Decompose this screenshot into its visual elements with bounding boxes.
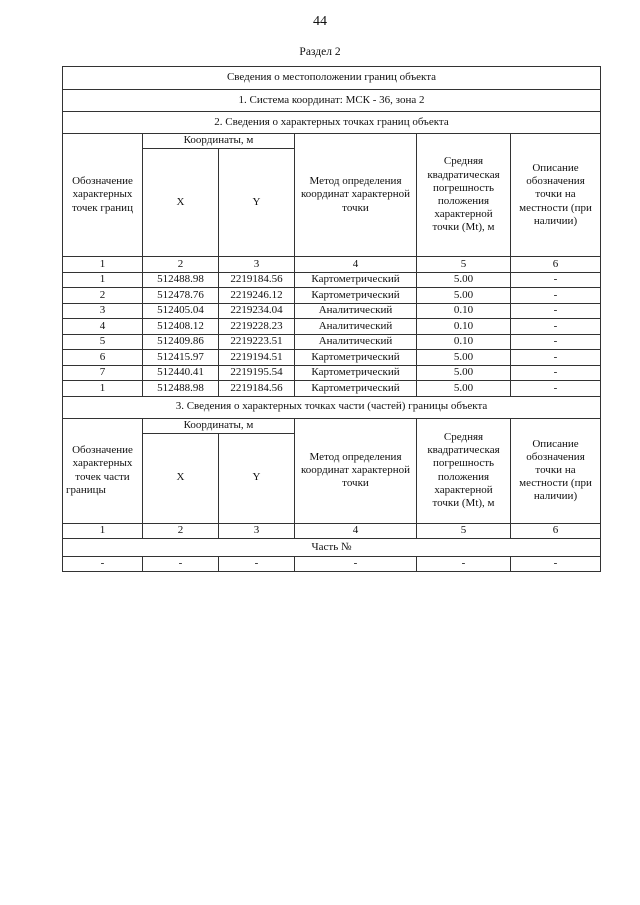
point-description: - bbox=[511, 381, 601, 397]
point-y: 2219223.51 bbox=[219, 334, 295, 350]
point-y: 2219246.12 bbox=[219, 288, 295, 304]
point-description: - bbox=[511, 303, 601, 319]
part-cell: - bbox=[417, 557, 511, 572]
point-x: 512405.04 bbox=[143, 303, 219, 319]
section-label: Раздел 2 bbox=[299, 46, 341, 58]
column-number: 3 bbox=[219, 257, 295, 273]
point-y: 2219234.04 bbox=[219, 303, 295, 319]
point-x: 512488.98 bbox=[143, 272, 219, 288]
part-label: Часть № bbox=[63, 539, 601, 557]
point-mt: 5.00 bbox=[417, 381, 511, 397]
header-x: X bbox=[143, 149, 219, 257]
column-number: 2 bbox=[143, 257, 219, 273]
table-row bbox=[63, 365, 601, 381]
header-y: Y bbox=[219, 149, 295, 257]
header-coordinates: Координаты, м bbox=[143, 134, 295, 149]
header-error-part: Средняя квадратическая погрешность положения характерной точки (Mt), м bbox=[417, 418, 511, 523]
point-y: 2219184.56 bbox=[219, 272, 295, 288]
section2-title: 2. Сведения о характерных точках границ объекта bbox=[63, 112, 601, 134]
part-cell: - bbox=[219, 557, 295, 572]
table-row bbox=[63, 288, 601, 304]
table-row bbox=[63, 350, 601, 366]
page-number: 44 bbox=[313, 14, 327, 29]
point-y: 2219195.54 bbox=[219, 365, 295, 381]
header-description-part: Описание обозначения точки на местности (при наличии) bbox=[511, 418, 601, 523]
column-number: 6 bbox=[511, 523, 601, 539]
point-description: - bbox=[511, 288, 601, 304]
column-numbers-row bbox=[63, 257, 601, 273]
point-mt: 0.10 bbox=[417, 319, 511, 335]
table-row bbox=[63, 334, 601, 350]
column-number: 5 bbox=[417, 523, 511, 539]
header-designation-part: Обозначение характерных точек части границы bbox=[63, 418, 143, 523]
header-error: Средняя квадратическая погрешность положения характерной точки (Mt), м bbox=[417, 134, 511, 257]
header-y-part: Y bbox=[219, 433, 295, 523]
point-mt: 0.10 bbox=[417, 334, 511, 350]
point-number: 3 bbox=[63, 303, 143, 319]
column-number: 2 bbox=[143, 523, 219, 539]
point-x: 512409.86 bbox=[143, 334, 219, 350]
table-row bbox=[63, 381, 601, 397]
header-coordinates-part: Координаты, м bbox=[143, 418, 295, 433]
table-title: Сведения о местоположении границ объекта bbox=[63, 67, 601, 90]
point-method: Картометрический bbox=[295, 272, 417, 288]
point-method: Аналитический bbox=[295, 303, 417, 319]
column-number: 1 bbox=[63, 523, 143, 539]
part-cell: - bbox=[63, 557, 143, 572]
point-x: 512408.12 bbox=[143, 319, 219, 335]
part-cell: - bbox=[511, 557, 601, 572]
point-y: 2219194.51 bbox=[219, 350, 295, 366]
point-number: 4 bbox=[63, 319, 143, 335]
point-number: 5 bbox=[63, 334, 143, 350]
header-x-part: X bbox=[143, 433, 219, 523]
section3-title: 3. Сведения о характерных точках части (частей) границы объекта bbox=[63, 396, 601, 418]
point-description: - bbox=[511, 365, 601, 381]
table-row bbox=[63, 272, 601, 288]
part-empty-row bbox=[63, 557, 601, 572]
point-number: 1 bbox=[63, 381, 143, 397]
column-number: 6 bbox=[511, 257, 601, 273]
point-number: 7 bbox=[63, 365, 143, 381]
coordinate-system: 1. Система координат: МСК - 36, зона 2 bbox=[63, 90, 601, 112]
column-number: 4 bbox=[295, 523, 417, 539]
point-mt: 5.00 bbox=[417, 365, 511, 381]
point-x: 512488.98 bbox=[143, 381, 219, 397]
point-number: 2 bbox=[63, 288, 143, 304]
point-method: Картометрический bbox=[295, 381, 417, 397]
point-method: Картометрический bbox=[295, 288, 417, 304]
header-method: Метод определения координат характерной точки bbox=[295, 134, 417, 257]
header-designation: Обозначение характерных точек границ bbox=[63, 134, 143, 257]
part-cell: - bbox=[295, 557, 417, 572]
column-number: 1 bbox=[63, 257, 143, 273]
point-number: 1 bbox=[63, 272, 143, 288]
point-number: 6 bbox=[63, 350, 143, 366]
table-row bbox=[63, 303, 601, 319]
point-mt: 5.00 bbox=[417, 288, 511, 304]
point-method: Аналитический bbox=[295, 334, 417, 350]
point-description: - bbox=[511, 319, 601, 335]
column-number: 4 bbox=[295, 257, 417, 273]
header-method-part: Метод определения координат характерной точки bbox=[295, 418, 417, 523]
point-method: Картометрический bbox=[295, 350, 417, 366]
column-number: 5 bbox=[417, 257, 511, 273]
column-number: 3 bbox=[219, 523, 295, 539]
point-method: Картометрический bbox=[295, 365, 417, 381]
table-row bbox=[63, 319, 601, 335]
point-method: Аналитический bbox=[295, 319, 417, 335]
boundaries-table bbox=[62, 66, 601, 572]
point-description: - bbox=[511, 334, 601, 350]
header-description: Описание обозначения точки на местности (при наличии) bbox=[511, 134, 601, 257]
point-mt: 5.00 bbox=[417, 272, 511, 288]
point-x: 512478.76 bbox=[143, 288, 219, 304]
part-cell: - bbox=[143, 557, 219, 572]
point-mt: 5.00 bbox=[417, 350, 511, 366]
column-numbers-row bbox=[63, 523, 601, 539]
point-description: - bbox=[511, 272, 601, 288]
point-description: - bbox=[511, 350, 601, 366]
point-y: 2219228.23 bbox=[219, 319, 295, 335]
point-x: 512415.97 bbox=[143, 350, 219, 366]
point-y: 2219184.56 bbox=[219, 381, 295, 397]
point-mt: 0.10 bbox=[417, 303, 511, 319]
point-x: 512440.41 bbox=[143, 365, 219, 381]
